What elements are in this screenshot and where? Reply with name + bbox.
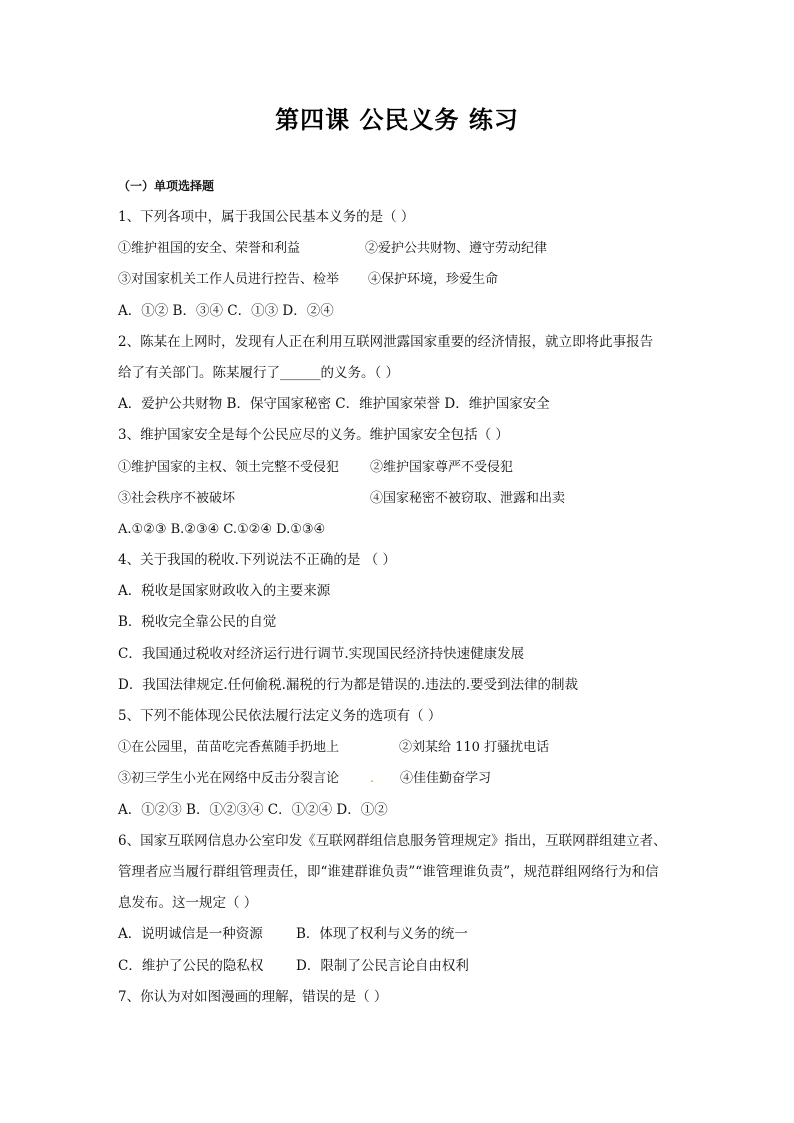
question-6-option-d: D．限制了公民言论自由权利 — [296, 957, 469, 974]
question-6-stem-line-2: 管理者应当履行群组管理责任，即“谁建群谁负责”“谁管理谁负责”，规范群组网络行为和信 — [118, 863, 659, 880]
question-5-option-4: ④佳佳勤奋学习 — [400, 771, 492, 787]
stray-dot: . — [370, 771, 375, 787]
question-4-option-d: D．我国法律规定.任何偷税.漏税的行为都是错误的.违法的.要受到法律的制裁 — [118, 676, 578, 693]
question-3-choices: A.①②③ B.②③④ C.①②④ D.①③④ — [118, 521, 326, 537]
question-3-stem: 3、维护国家安全是每个公民应尽的义务。维护国家安全包括（ ） — [118, 427, 509, 444]
question-5-option-1: ①在公园里，苗苗吃完香蕉随手扔地上 — [118, 740, 340, 756]
page-title: 第四课 公民义务 练习 — [275, 106, 519, 134]
question-4-option-b: B．税收完全靠公民的自觉 — [118, 614, 277, 631]
question-1-option-2: ②爱护公共财物、遵守劳动纪律 — [365, 241, 548, 257]
question-4-option-c: C．我国通过税收对经济运行进行调节.实现国民经济持快速健康发展 — [118, 645, 525, 662]
question-5-options-row-1 — [118, 732, 684, 763]
question-4-stem: 4、关于我国的税收.下列说法不正确的是 （ ） — [118, 552, 396, 569]
question-3-option-2: ②维护国家尊严不受侵犯 — [370, 459, 514, 475]
question-3-options-row-1 — [118, 452, 684, 483]
question-1-option-3: ③对国家机关工作人员进行控告、检举 — [118, 272, 340, 288]
question-6-option-c: C．维护了公民的隐私权 — [118, 957, 264, 974]
question-5-options-row-2 — [118, 763, 684, 794]
question-1-option-1: ①维护祖国的安全、荣誉和利益 — [118, 241, 301, 257]
question-2-stem-line-2: 给了有关部门。陈某履行了______的义务。（ ） — [118, 364, 400, 381]
question-3-option-1: ①维护国家的主权、领土完整不受侵犯 — [118, 459, 340, 475]
question-3-option-3: ③社会秩序不被破坏 — [118, 490, 236, 506]
question-5-stem: 5、下列不能体现公民依法履行法定义务的选项有（ ） — [118, 708, 442, 724]
question-list — [118, 172, 684, 1013]
question-1-options-row-2 — [118, 264, 684, 295]
question-6-options-row-2 — [118, 951, 684, 982]
question-1-stem: 1、下列各项中，属于我国公民基本义务的是（ ） — [118, 209, 415, 225]
question-6-options-row-1 — [118, 919, 684, 950]
question-3-options-row-2 — [118, 483, 684, 514]
question-4-option-a: A．税收是国家财政收入的主要来源 — [118, 583, 331, 600]
question-5-choices: A．①②③ B．①②③④ C．①②④ D．①② — [118, 801, 388, 818]
question-2-choices: A．爱护公共财物 B．保守国家秘密 C．维护国家荣誉 D．维护国家安全 — [118, 396, 550, 413]
question-6-option-b: B．体现了权利与义务的统一 — [296, 926, 468, 943]
question-2-stem-line-1: 2、陈某在上网时，发现有人正在利用互联网泄露国家重要的经济情报，就立即将此事报告 — [118, 333, 654, 350]
question-5-option-2: ②刘某给 110 打骚扰电话 — [399, 740, 550, 756]
question-3-option-4: ④国家秘密不被窃取、泄露和出卖 — [370, 490, 566, 506]
question-7-stem: 7、你认为对如图漫画的理解，错误的是（ ） — [118, 988, 388, 1005]
question-6-option-a: A．说明诚信是一种资源 — [118, 926, 263, 943]
question-6-stem-line-3: 息发布。这一规定（ ） — [118, 895, 258, 912]
question-1-option-4: ④保护环境，珍爱生命 — [368, 272, 499, 288]
section-heading: （一）单项选择题 — [118, 179, 215, 193]
question-5-option-3: ③初三学生小光在网络中反击分裂言论 — [118, 771, 340, 787]
question-6-stem-line-1: 6、国家互联网信息办公室印发《互联网群组信息服务管理规定》指出，互联网群组建立者、 — [118, 832, 667, 849]
question-1-choices: A．①② B．③④ C．①③ D．②④ — [118, 302, 334, 319]
question-1-options-row-1 — [118, 233, 684, 264]
